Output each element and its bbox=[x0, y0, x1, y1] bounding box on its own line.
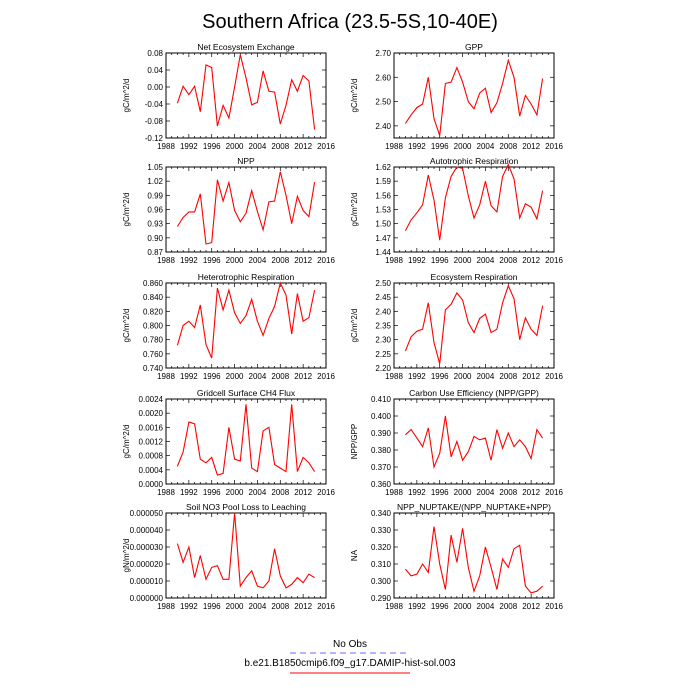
y-tick-label: 0.000040 bbox=[129, 526, 163, 535]
y-tick-label: 0.840 bbox=[142, 293, 163, 303]
x-tick-label: 1996 bbox=[430, 142, 449, 151]
x-tick-label: 1996 bbox=[202, 488, 221, 497]
x-tick-label: 1988 bbox=[385, 256, 403, 265]
series-line bbox=[405, 60, 542, 135]
x-tick-label: 1992 bbox=[179, 256, 198, 265]
x-tick-label: 1988 bbox=[385, 488, 403, 497]
x-tick-label: 2000 bbox=[453, 488, 472, 497]
y-axis-label: gC/m^2/d bbox=[122, 424, 131, 459]
y-tick-label: 0.0020 bbox=[138, 409, 163, 419]
x-tick-label: 2008 bbox=[499, 372, 518, 381]
y-tick-label: 0.87 bbox=[147, 248, 163, 257]
y-tick-label: 0.330 bbox=[370, 526, 391, 535]
x-tick-label: 1988 bbox=[157, 142, 175, 151]
y-tick-label: 2.40 bbox=[375, 121, 391, 131]
panel-title: Ecosystem Respiration bbox=[430, 272, 518, 282]
x-tick-label: 2004 bbox=[248, 488, 267, 497]
plot-frame bbox=[394, 167, 554, 252]
x-tick-label: 2000 bbox=[453, 602, 472, 611]
y-tick-label: 0.860 bbox=[142, 279, 163, 288]
x-tick-label: 1988 bbox=[385, 602, 403, 611]
y-tick-label: 0.93 bbox=[147, 219, 163, 229]
plot-frame bbox=[394, 283, 554, 368]
x-tick-label: 1992 bbox=[179, 372, 198, 381]
x-tick-label: 2000 bbox=[225, 602, 244, 611]
y-axis-label: gC/m^2/d bbox=[122, 308, 131, 343]
panel-title: Soil NO3 Pool Loss to Leaching bbox=[185, 502, 307, 512]
x-tick-label: 2012 bbox=[294, 602, 313, 611]
y-tick-label: 2.60 bbox=[375, 73, 391, 83]
y-axis-label: NA bbox=[350, 549, 359, 562]
x-tick-label: 1992 bbox=[179, 142, 198, 151]
x-tick-label: 2008 bbox=[499, 488, 518, 497]
panel-7 bbox=[122, 388, 335, 497]
y-tick-label: 1.44 bbox=[375, 248, 391, 257]
x-tick-label: 2008 bbox=[271, 602, 290, 611]
legend-label-no-obs: No Obs bbox=[333, 639, 367, 650]
x-tick-label: 2000 bbox=[453, 142, 472, 151]
x-tick-label: 1996 bbox=[202, 142, 221, 151]
x-tick-label: 1996 bbox=[202, 602, 221, 611]
x-tick-label: 2008 bbox=[271, 256, 290, 265]
y-tick-label: 2.35 bbox=[375, 321, 391, 331]
x-tick-label: 1992 bbox=[407, 142, 426, 151]
y-tick-label: 2.25 bbox=[375, 349, 391, 359]
y-tick-label: 2.20 bbox=[375, 364, 391, 373]
y-tick-label: 0.400 bbox=[370, 412, 391, 421]
y-tick-label: 0.000020 bbox=[129, 560, 163, 569]
y-tick-label: 2.50 bbox=[375, 97, 391, 107]
x-tick-label: 2016 bbox=[545, 602, 563, 611]
plot-frame bbox=[166, 283, 326, 368]
x-tick-label: 2004 bbox=[476, 372, 495, 381]
legend-label-model: b.e21.B1850cmip6.f09_g17.DAMIP-hist-sol.003 bbox=[244, 658, 456, 669]
x-tick-label: 2016 bbox=[545, 142, 563, 151]
x-tick-label: 1992 bbox=[179, 488, 198, 497]
plot-frame bbox=[394, 399, 554, 484]
panel-6 bbox=[350, 272, 563, 381]
x-tick-label: 2016 bbox=[317, 256, 335, 265]
y-tick-label: 1.50 bbox=[375, 219, 391, 229]
y-tick-label: 2.45 bbox=[375, 293, 391, 303]
x-tick-label: 2016 bbox=[545, 256, 563, 265]
y-tick-label: 0.340 bbox=[370, 509, 391, 518]
x-tick-label: 2000 bbox=[225, 372, 244, 381]
y-tick-label: 2.70 bbox=[375, 49, 391, 58]
x-tick-label: 1988 bbox=[157, 488, 175, 497]
panel-title: Carbon Use Efficiency (NPP/GPP) bbox=[409, 388, 539, 398]
panel-title: NPP bbox=[237, 156, 255, 166]
series-line bbox=[405, 165, 542, 241]
panel-4 bbox=[350, 156, 563, 265]
y-axis-label: gC/m^2/d bbox=[122, 192, 131, 227]
x-tick-label: 2012 bbox=[294, 142, 313, 151]
panel-title: Gridcell Surface CH4 Flux bbox=[196, 388, 296, 398]
y-tick-label: 0.410 bbox=[370, 395, 391, 404]
x-tick-label: 2008 bbox=[499, 602, 518, 611]
y-tick-label: 1.47 bbox=[375, 233, 391, 243]
series-line bbox=[177, 404, 314, 475]
plot-frame bbox=[166, 167, 326, 252]
y-tick-label: 0.90 bbox=[147, 233, 163, 243]
y-tick-label: 0.780 bbox=[142, 335, 163, 345]
y-axis-label: gC/m^2/d bbox=[122, 78, 131, 113]
x-tick-label: 2016 bbox=[317, 372, 335, 381]
x-tick-label: 1992 bbox=[407, 372, 426, 381]
y-tick-label: 0.0024 bbox=[138, 395, 163, 404]
x-tick-label: 2000 bbox=[225, 256, 244, 265]
y-tick-label: 0.320 bbox=[370, 543, 391, 552]
panel-title: NPP_NUPTAKE/(NPP_NUPTAKE+NPP) bbox=[397, 502, 551, 512]
x-tick-label: 2004 bbox=[476, 256, 495, 265]
y-tick-label: 1.59 bbox=[375, 177, 391, 187]
x-tick-label: 2016 bbox=[545, 372, 563, 381]
x-tick-label: 1988 bbox=[157, 602, 175, 611]
x-tick-label: 2004 bbox=[476, 488, 495, 497]
y-tick-label: 0.370 bbox=[370, 463, 391, 472]
y-tick-label: 0.740 bbox=[142, 364, 163, 373]
x-tick-label: 1992 bbox=[407, 488, 426, 497]
x-tick-label: 2004 bbox=[476, 142, 495, 151]
x-tick-label: 2016 bbox=[317, 602, 335, 611]
x-tick-label: 1996 bbox=[430, 602, 449, 611]
x-tick-label: 1996 bbox=[202, 372, 221, 381]
x-tick-label: 1996 bbox=[430, 372, 449, 381]
panel-5 bbox=[122, 272, 335, 381]
panel-9 bbox=[122, 502, 335, 611]
x-tick-label: 2012 bbox=[294, 256, 313, 265]
x-tick-label: 1996 bbox=[202, 256, 221, 265]
y-tick-label: 2.30 bbox=[375, 335, 391, 345]
x-tick-label: 1988 bbox=[157, 256, 175, 265]
x-tick-label: 1988 bbox=[385, 372, 403, 381]
series-line bbox=[405, 416, 542, 467]
x-tick-label: 1988 bbox=[385, 142, 403, 151]
y-tick-label: 0.390 bbox=[370, 429, 391, 438]
x-tick-label: 2000 bbox=[453, 372, 472, 381]
x-tick-label: 2004 bbox=[476, 602, 495, 611]
plot-frame bbox=[166, 53, 326, 138]
x-tick-label: 2008 bbox=[271, 488, 290, 497]
x-tick-label: 2000 bbox=[453, 256, 472, 265]
y-tick-label: 0.000010 bbox=[129, 577, 163, 586]
y-axis-label: gC/m^2/d bbox=[350, 78, 359, 113]
x-tick-label: 1992 bbox=[179, 602, 198, 611]
y-tick-label: 0.360 bbox=[370, 480, 391, 489]
x-tick-label: 2012 bbox=[294, 488, 313, 497]
x-tick-label: 2008 bbox=[499, 256, 518, 265]
series-line bbox=[405, 286, 542, 364]
series-line bbox=[177, 55, 314, 130]
y-tick-label: 0.800 bbox=[142, 321, 163, 331]
panel-title: Net Ecosystem Exchange bbox=[197, 42, 295, 52]
y-tick-label: 0.0000 bbox=[138, 480, 163, 489]
x-tick-label: 2016 bbox=[545, 488, 563, 497]
plot-frame bbox=[394, 513, 554, 598]
panel-title: Heterotrophic Respiration bbox=[197, 272, 295, 282]
y-tick-label: 0.380 bbox=[370, 446, 391, 455]
y-tick-label: 2.50 bbox=[375, 279, 391, 288]
y-tick-label: 0.04 bbox=[147, 66, 163, 75]
y-tick-label: 1.53 bbox=[375, 205, 391, 215]
y-tick-label: 0.00 bbox=[147, 83, 163, 92]
y-tick-label: 2.40 bbox=[375, 307, 391, 317]
series-line bbox=[177, 513, 314, 588]
x-tick-label: 2016 bbox=[317, 488, 335, 497]
y-tick-label: 0.000030 bbox=[129, 543, 163, 552]
x-tick-label: 2012 bbox=[522, 142, 541, 151]
x-tick-label: 1996 bbox=[430, 488, 449, 497]
x-tick-label: 2008 bbox=[271, 142, 290, 151]
y-tick-label: 1.62 bbox=[375, 163, 391, 172]
x-tick-label: 2000 bbox=[225, 488, 244, 497]
x-tick-label: 2012 bbox=[522, 372, 541, 381]
panel-10 bbox=[350, 502, 563, 611]
x-tick-label: 2012 bbox=[522, 488, 541, 497]
series-line bbox=[177, 172, 314, 244]
panel-grid bbox=[122, 42, 563, 611]
x-tick-label: 2012 bbox=[522, 256, 541, 265]
y-axis-label: gC/m^2/d bbox=[350, 192, 359, 227]
y-tick-label: 0.000050 bbox=[129, 509, 163, 518]
x-tick-label: 1992 bbox=[407, 256, 426, 265]
x-tick-label: 2004 bbox=[248, 602, 267, 611]
figure-title: Southern Africa (23.5-5S,10-40E) bbox=[202, 11, 498, 33]
x-tick-label: 2016 bbox=[317, 142, 335, 151]
y-tick-label: 0.820 bbox=[142, 307, 163, 317]
x-tick-label: 2004 bbox=[248, 372, 267, 381]
panel-2 bbox=[350, 42, 563, 151]
y-tick-label: 0.0008 bbox=[138, 451, 163, 461]
y-tick-label: 0.96 bbox=[147, 205, 163, 215]
y-tick-label: -0.04 bbox=[144, 100, 163, 109]
y-tick-label: -0.08 bbox=[144, 117, 163, 126]
y-tick-label: 0.08 bbox=[147, 49, 163, 58]
y-axis-label: gC/m^2/d bbox=[350, 308, 359, 343]
y-axis-label: NPP/GPP bbox=[350, 423, 359, 460]
y-tick-label: 0.0012 bbox=[138, 437, 163, 447]
y-tick-label: 0.0016 bbox=[138, 423, 163, 433]
y-tick-label: 0.300 bbox=[370, 577, 391, 586]
panel-1 bbox=[122, 42, 335, 151]
x-tick-label: 2004 bbox=[248, 256, 267, 265]
y-tick-label: -0.12 bbox=[144, 134, 163, 143]
x-tick-label: 1988 bbox=[157, 372, 175, 381]
x-tick-label: 2008 bbox=[271, 372, 290, 381]
y-axis-label: gN/m^2/d bbox=[122, 538, 131, 573]
plot-frame bbox=[166, 399, 326, 484]
y-tick-label: 0.0004 bbox=[138, 465, 163, 475]
x-tick-label: 1992 bbox=[407, 602, 426, 611]
panel-title: Autotrophic Respiration bbox=[429, 156, 519, 166]
y-tick-label: 1.56 bbox=[375, 191, 391, 201]
panel-3 bbox=[122, 156, 335, 265]
x-tick-label: 2008 bbox=[499, 142, 518, 151]
plot-frame bbox=[394, 53, 554, 138]
y-tick-label: 0.290 bbox=[370, 594, 391, 603]
x-tick-label: 2004 bbox=[248, 142, 267, 151]
x-tick-label: 2000 bbox=[225, 142, 244, 151]
y-tick-label: 1.02 bbox=[147, 177, 163, 187]
y-tick-label: 0.760 bbox=[142, 349, 163, 359]
x-tick-label: 2012 bbox=[522, 602, 541, 611]
x-tick-label: 2012 bbox=[294, 372, 313, 381]
series-line bbox=[177, 283, 314, 358]
x-tick-label: 1996 bbox=[430, 256, 449, 265]
y-tick-label: 0.000000 bbox=[129, 594, 163, 603]
series-line bbox=[405, 527, 542, 593]
y-tick-label: 1.05 bbox=[147, 163, 163, 172]
y-tick-label: 0.99 bbox=[147, 191, 163, 201]
y-tick-label: 0.310 bbox=[370, 560, 391, 569]
legend bbox=[244, 639, 456, 673]
panel-title: GPP bbox=[465, 42, 483, 52]
panel-8 bbox=[350, 388, 563, 497]
